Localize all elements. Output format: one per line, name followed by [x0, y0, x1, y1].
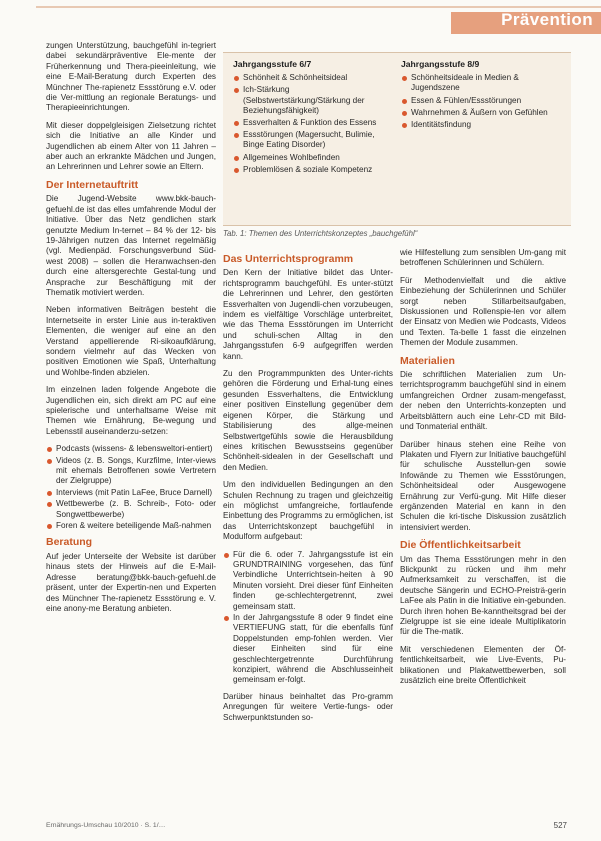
module-list: [223, 550, 393, 686]
intro-paragraph: zungen Unterstützung, bauchgefühl in-tegriert dabei sekundärpräventive Ele-mente der Früherkennung und Thera-pieeinleitung, wie eine E-Mail-Beratung durch Experten des Münchner The-rapienetz Essstörung e.V. oder die Ver-mittlung an regionale Beratungs- und Therapieeinrichtungen.: [46, 41, 216, 113]
materials-paragraph: Die schriftlichen Materialien zum Un-terrichtsprogramm bauchgefühl sind in einem umfangreichen Ordner zusam-mengefasst, der neben den Unterrichts-konzepten und Arbeitsblättern auch eine Lehr-CD mit Bild- und Tonmaterial enthält.: [400, 370, 566, 432]
list-item: Wahrnehmen & Äußern von Gefühlen: [401, 108, 561, 118]
list-item: Podcasts (wissens- & lebensweltori-entiert): [46, 444, 216, 454]
section-title: Prävention: [501, 10, 593, 29]
header-rule: [36, 6, 601, 8]
list-item: Videos (z. B. Songs, Kurzfilme, Inter-views mit ehemals Betroffenen sowie Vertretern der Zielgruppe): [46, 456, 216, 487]
heading-materialien: Materialien: [400, 354, 455, 367]
beratung-paragraph: Auf jeder Unterseite der Website ist darüber hinaus stets der Hinweis auf die E-Mail-Adresse beratung@bkk-bauch-gefuehl.de präsent, unter der Expertin-nen und Experten des Münchner The-rapienetz Essstörung e. V. eine anony-me Beratung anbieten.: [46, 551, 216, 613]
table-heading-6-7: Jahrgangsstufe 6/7: [233, 59, 312, 69]
table-column-8-9: [401, 59, 561, 136]
module-paragraph: Um den individuellen Bedingungen an den Schulen Rechnung zu tragen und gleichzeitig ein möglichst umfangreiche, fortlaufende Einbettung des Programms zu ermöglichen, ist das Unterrichtskonzept bauchgefühl in Modulform aufgebaut:: [223, 480, 393, 542]
list-item: Essstörungen (Magersucht, Bulimie, Binge Eating Disorder): [233, 130, 393, 150]
table-heading-8-9: Jahrgangsstufe 8/9: [401, 59, 480, 69]
column-3: [400, 248, 566, 693]
list-item: Essen & Fühlen/Essstörungen: [401, 96, 561, 106]
page-number: 527: [553, 821, 567, 830]
list-item: In der Jahrgangsstufe 8 oder 9 findet eine VERTIEFUNG statt, für die ebenfalls fünf Doppelstunden emp-fohlen werden. Vier dieser Einheiten sind für eine geschlechtergetrennte Durchführung konzipiert, während die Abschlusseinheit gemeinsam er-folgt.: [223, 613, 393, 686]
target-group-paragraph: Mit dieser doppelgleisigen Zielsetzung richtet sich die Initiative an alle Kinder und Jugendlichen ab einem Alter von 11 Jahren – aber auch an erkrankte Mädchen und Jungen, an Lehrerinnen und Lehrer sowie an Eltern.: [46, 120, 216, 172]
lafee-paragraph: Um das Thema Essstörungen mehr in den Blickpunkt zu rücken und ihm mehr Aufmerksamkeit zu verschaffen, ist die deutsche Sängerin und ECHO-Preisträ-gerin LaFee als Patin in die Initiative ein-gebunden. Durch ihren hohen Be-kanntheitsgrad bei der Zielgruppe ist sie eine ideale Multiplikatorin für die The-matik.: [400, 554, 566, 637]
list-item: Schönheitsideale in Medien & Jugendszene: [401, 73, 561, 93]
table-caption: Tab. 1: Themen des Unterrichtskonzeptes „bauchgefühl“: [223, 229, 418, 238]
column-1: [46, 41, 216, 621]
column-2: [223, 248, 393, 730]
list-item: Identitätsfindung: [401, 120, 561, 130]
list-item: Für die 6. oder 7. Jahrgangsstufe ist ein GRUNDTRAINING vorgesehen, das fünf Verbindliche Unterrichtsein-heiten à 90 Minuten vorsieht. Drei dieser fünf Einheiten finden ge-schlechtergetrennt, zwei gemeinsam statt.: [223, 550, 393, 612]
help-paragraph: wie Hilfestellung zum sensiblen Um-gang mit betroffenen Schülerinnen und Schülern.: [400, 248, 566, 268]
list-item: Wettbewerbe (z. B. Schreib-, Foto- oder Songwettbewerbe): [46, 499, 216, 520]
list-item: Interviews (mit Patin LaFee, Bruce Darnell): [46, 488, 216, 498]
list-item: Problemlösen & soziale Kompetenz: [233, 165, 393, 175]
additional-paragraph: Darüber hinaus beinhaltet das Pro-gramm Anregungen für weitere Vertie-fungs- oder Schwerpunktstunden so-: [223, 691, 393, 722]
list-item: Essverhalten & Funktion des Essens: [233, 118, 393, 128]
table-list-6-7: [233, 73, 393, 175]
table-list-8-9: [401, 73, 561, 130]
offers-list: [46, 444, 216, 531]
heading-beratung: Beratung: [46, 536, 93, 549]
list-item: Allgemeines Wohlbefinden: [233, 153, 393, 163]
website-paragraph: Die Jugend-Website www.bkk-bauch-gefuehl.de ist das elles umfahrende Modul der Initiative. Über das Netz gendlichen stark genutzte Medium In-ternet – 84 % der 12- bis 19-Jährigen nutzen das Internet regelmäßig (vgl. Medienpäd. Forschungsverbund Süd-west 2008) – sollen die Heranwachsen-den durch eine altersgerechte Gestal-tung und Ansprache zur Beschäftigung mit der Thematik motiviert werden.: [46, 194, 216, 297]
methods-paragraph: Für Methodenvielfalt und die aktive Einbeziehung der Schülerinnen und Schüler sorgt neben Stillarbeitsaufgaben, Diskussionen und Rollenspie-len vor allem der Einsatz von Medien wie Podcasts, Videos und Texten. Ta-belle 1 fasst die einzelnen Themen der Module zusammen.: [400, 275, 566, 348]
public-paragraph: Mit verschiedenen Elementen der Öf-fentlichkeitsarbeit, wie Live-Events, Pu-blikationen und Plakatwettbewerben, soll zusätzlich eine breite Öffentlichkeit: [400, 644, 566, 686]
core-paragraph: Den Kern der Initiative bildet das Unter-richtsprogramm bauchgefühl. Es unter-stützt die Lehrerinnen und Lehrer, den gestörten Essverhalten von Jugendli-chen vorzubeugen, indem es vielfältige Vorschläge unterbreitet, wie das Thema Essstörungen im Unterricht und schuli-schen Alltag in den Jahrgangsstufen 6-9 aufgegriffen werden kann.: [223, 268, 393, 361]
table-column-6-7: [233, 59, 393, 181]
program-points-paragraph: Zu den Programmpunkten des Unter-richts gehören die Förderung und Erhal-tung eines gesunden Essverhaltens, die Entwicklung einer positiven Einstellung gegenüber dem eigenen Körper, die Stärkung und Stabilisierung des allge-meinen Selbstwertgefühls sowie die Herausbildung eines kritischen Bewusstseins gegenüber Schönheit-sidealen in der Gesellschaft und den Medien.: [223, 369, 393, 472]
topics-table: [223, 52, 571, 226]
list-item: Ich-Stärkung (Selbstwertstärkung/Stärkung der Beziehungsfähigkeit): [233, 85, 393, 116]
page-header: [0, 0, 601, 32]
journal-citation: Ernährungs-Umschau 10/2010 · S. 1/…: [46, 822, 166, 829]
posters-paragraph: Darüber hinaus stehen eine Reihe von Plakaten und Flyern zur Initiative bauchgefühl für schulische Ausstellun-gen sowie Infowände zu Themen wie Essstörungen, Schönheitsideal oder Ausgewogene Ernährung zur Verfü-gung. Mit Hilfe dieser ergänzenden Material en kann in den Schulen die kri-tische Diskussion zusätzlich intensiviert werden.: [400, 439, 566, 532]
interactive-paragraph: Neben informativen Beiträgen besteht die Internetseite in erster Linie aus in-teraktiven Elementen, die weniger auf eine an den Verstand appellierende Ri-sikoaufklärung, sondern vielmehr auf das Wecken von positiven Emotionen wie Spaß, Unterhaltung und Wohlbe-finden abzielen.: [46, 305, 216, 377]
list-item: Schönheit & Schönheitsideal: [233, 73, 393, 83]
heading-oeffentlichkeitsarbeit: Die Öffentlichkeitsarbeit: [400, 539, 521, 552]
heading-internetauftritt: Der Internetauftritt: [46, 178, 139, 191]
offers-paragraph: Im einzelnen laden folgende Angebote die Jugendlichen ein, sich direkt am PC auf eine spielerische und unterhaltsame Weise mit Themen wie Ernährung, Be-wegung und Lebensstil auseinanderzu-setzen:: [46, 385, 216, 436]
heading-unterrichtsprogramm: Das Unterrichtsprogramm: [223, 253, 354, 265]
list-item: Foren & weitere beteiligende Maß-nahmen: [46, 521, 216, 531]
